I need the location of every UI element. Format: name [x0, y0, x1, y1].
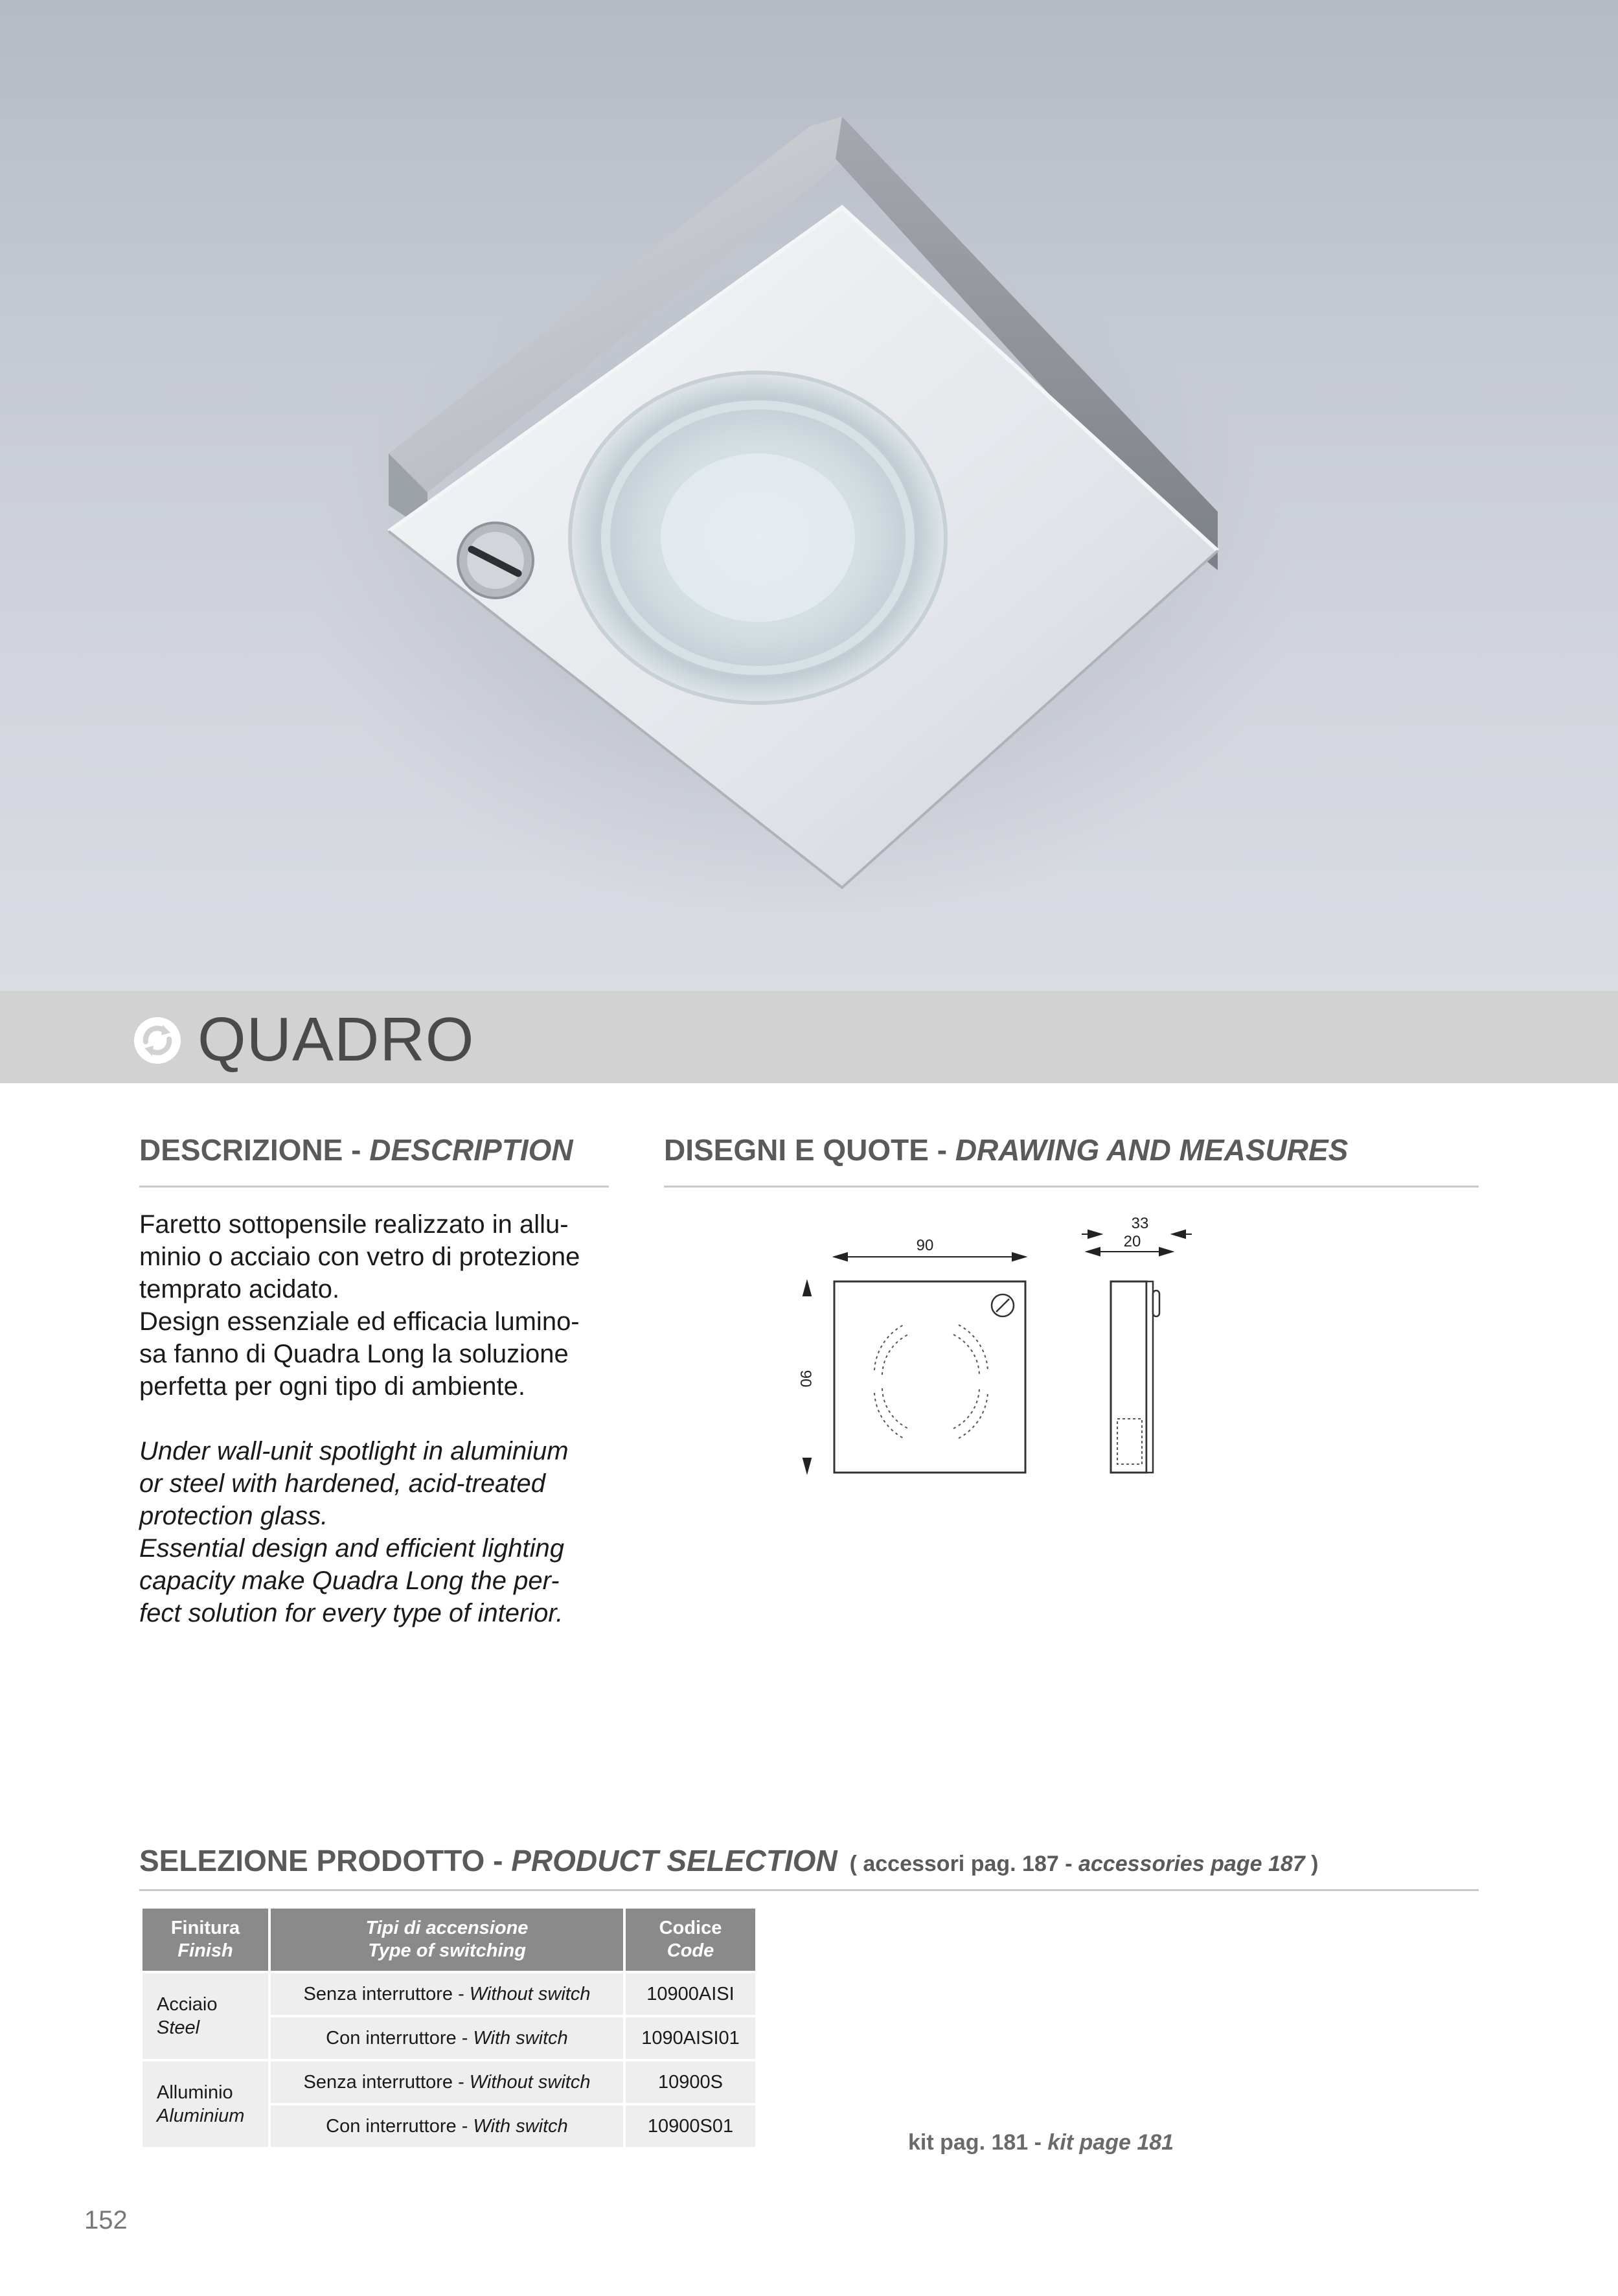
selection-rule — [139, 1889, 1479, 1891]
switch-it: Senza interruttore - — [303, 2071, 470, 2093]
description-text-en — [139, 1435, 619, 1629]
product-title: QUADRO — [198, 1005, 475, 1074]
lamp-illustration — [0, 0, 1618, 991]
width-label: 90 — [916, 1237, 934, 1254]
refresh-circle-icon — [133, 1016, 182, 1065]
code-cell: 1090AISI01 — [626, 2017, 755, 2059]
switch-cell — [271, 2017, 623, 2059]
column-header-it: Tipi di accensione — [365, 1918, 529, 1938]
code-cell: 10900AISI — [626, 1973, 755, 2015]
column-header-finish — [142, 1909, 268, 1971]
depth-body-label: 20 — [1123, 1233, 1141, 1250]
description-line: perfetta per ogni tipo di ambiente. — [139, 1372, 525, 1401]
finish-cell — [142, 1973, 268, 2059]
finish-it: Alluminio — [157, 2082, 233, 2103]
table-row — [142, 1973, 755, 2015]
height-label: 90 — [797, 1370, 814, 1388]
screw-icon — [992, 1294, 1014, 1316]
description-text-it — [139, 1208, 619, 1403]
side-view — [1111, 1281, 1159, 1473]
kit-en: kit page 181 — [1047, 2130, 1174, 2155]
drawing-rule — [664, 1186, 1479, 1188]
code-cell: 10900S01 — [626, 2106, 755, 2147]
description-line: Design essenziale ed efficacia lumino- — [139, 1307, 580, 1336]
drawing-heading — [664, 1132, 1348, 1167]
column-header-it: Finitura — [170, 1918, 240, 1938]
code-cell: 10900S — [626, 2061, 755, 2103]
description-line: capacity make Quadra Long the per- — [139, 1567, 560, 1595]
table-header-row — [142, 1909, 755, 1971]
selection-note-open: ( accessori pag. 187 - — [849, 1852, 1078, 1876]
description-line: Under wall-unit spotlight in aluminium — [139, 1437, 569, 1465]
finish-cell — [142, 2061, 268, 2147]
technical-drawing — [777, 1205, 1205, 1490]
selection-heading-en: PRODUCT SELECTION — [511, 1844, 837, 1877]
switch-en: Without switch — [469, 1983, 591, 2004]
switch-cell — [271, 2106, 623, 2147]
selection-note-close: ) — [1305, 1852, 1319, 1876]
page-number: 152 — [84, 2206, 128, 2234]
switch-cell — [271, 1973, 623, 2015]
column-header-en: Type of switching — [368, 1940, 526, 1961]
description-line: protection glass. — [139, 1502, 328, 1530]
finish-en: Aluminium — [157, 2106, 245, 2126]
front-view — [834, 1281, 1025, 1473]
depth-total-label: 33 — [1131, 1215, 1149, 1232]
selection-note-en: accessories page 187 — [1078, 1852, 1305, 1876]
description-line: temprato acidato. — [139, 1275, 340, 1303]
drawing-heading-en: DRAWING AND MEASURES — [955, 1133, 1349, 1167]
column-header-it: Codice — [659, 1918, 722, 1938]
description-rule — [139, 1186, 609, 1188]
switch-cell — [271, 2061, 623, 2103]
description-heading — [139, 1132, 573, 1167]
kit-reference — [908, 2130, 1174, 2155]
description-line: minio o acciaio con vetro di protezione — [139, 1243, 580, 1271]
description-line: or steel with hardened, acid-treated — [139, 1469, 546, 1498]
selection-heading-it: SELEZIONE PRODOTTO - — [139, 1844, 512, 1877]
description-heading-it: DESCRIZIONE - — [139, 1133, 370, 1167]
finish-en: Steel — [157, 2017, 200, 2038]
kit-it: kit pag. 181 - — [908, 2130, 1048, 2155]
switch-en: With switch — [473, 2115, 568, 2137]
switch-it: Con interruttore - — [326, 2027, 473, 2049]
column-header-code — [626, 1909, 755, 1971]
description-line: Essential design and efficient lighting — [139, 1534, 564, 1563]
drawing-heading-it: DISEGNI E QUOTE - — [664, 1133, 955, 1167]
table-row — [142, 2061, 755, 2103]
description-line: fect solution for every type of interior. — [139, 1599, 564, 1627]
switch-it: Con interruttore - — [326, 2115, 473, 2137]
switch-it: Senza interruttore - — [303, 1983, 470, 2004]
column-header-switching — [271, 1909, 623, 1971]
description-line: sa fanno di Quadra Long la soluzione — [139, 1340, 569, 1368]
product-photo — [0, 0, 1618, 991]
description-heading-en: DESCRIPTION — [369, 1133, 573, 1167]
selection-heading — [139, 1843, 1318, 1878]
finish-it: Acciaio — [157, 1994, 218, 2015]
product-table — [140, 1906, 758, 2150]
column-header-en: Finish — [177, 1940, 233, 1961]
switch-en: Without switch — [469, 2071, 591, 2093]
column-header-en: Code — [667, 1940, 714, 1961]
switch-en: With switch — [473, 2027, 568, 2049]
description-line: Faretto sottopensile realizzato in allu- — [139, 1210, 569, 1239]
